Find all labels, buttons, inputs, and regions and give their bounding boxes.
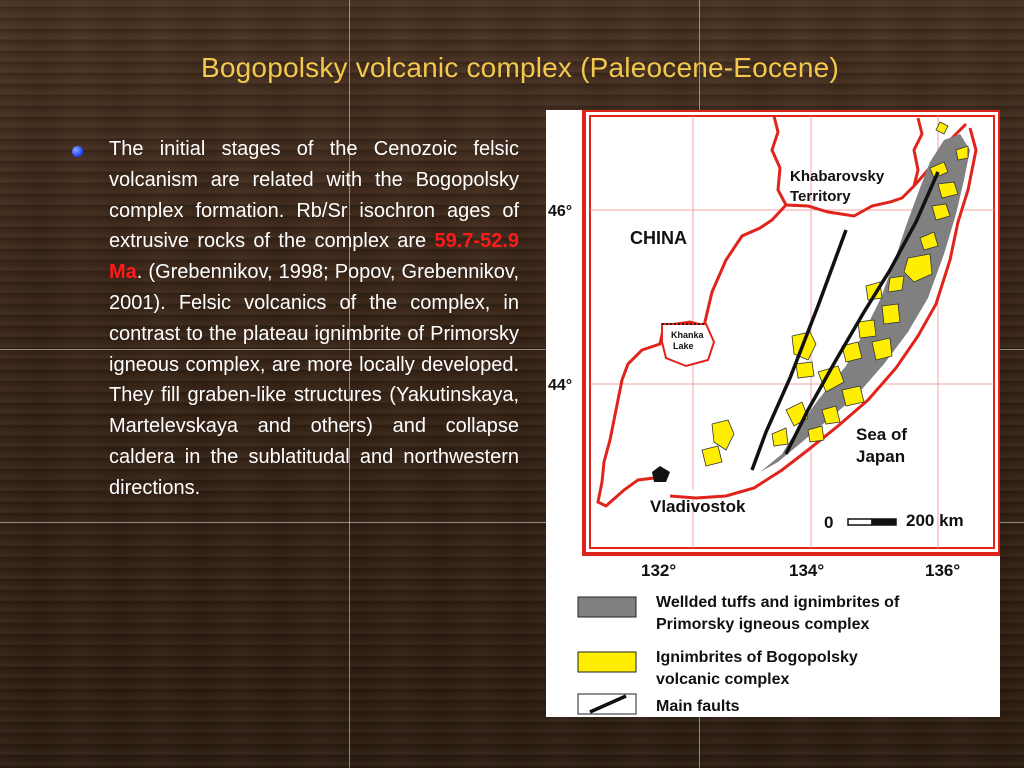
paragraph-text-start: The initial stages of the Cenozoic felsic volcanism are related with the Bogopolsky complex formation. Rb/Sr isochron ages of extrusive rocks of the complex are <box>109 138 519 253</box>
body-text <box>72 134 519 504</box>
legend-swatch-ignimbrites <box>578 652 636 672</box>
khabarovsky-label-2: Territory <box>790 188 851 205</box>
scale-zero-label: 0 <box>824 513 834 532</box>
scale-bar-black <box>872 519 896 525</box>
lon-132-label: 132° <box>641 561 677 580</box>
lat-46-label: 46° <box>548 203 573 220</box>
legend-item2-line1: Ignimbrites of Bogopolsky <box>656 649 858 666</box>
vladivostok-label: Vladivostok <box>650 497 746 516</box>
legend-swatch-tuffs <box>578 597 636 617</box>
map-svg <box>546 110 1000 717</box>
bullet-paragraph <box>109 134 519 504</box>
khanka-label-1: Khanka <box>671 330 704 340</box>
khabarovsky-label-1: Khabarovsky <box>790 168 885 185</box>
lat-44-label: 44° <box>548 377 573 394</box>
china-label: CHINA <box>630 228 687 248</box>
bullet-icon <box>72 146 83 157</box>
legend-item1-line1: Wellded tuffs and ignimbrites of <box>656 594 900 611</box>
sea-label-1: Sea of <box>856 425 908 444</box>
age-highlight: 59.7-52.9 Ma <box>109 230 519 284</box>
sea-label-2: Japan <box>856 447 906 466</box>
khanka-label-2: Lake <box>673 341 694 351</box>
legend-item1-line2: Primorsky igneous complex <box>656 616 870 633</box>
scale-label: 200 km <box>906 511 964 530</box>
legend-item3-line1: Main faults <box>656 698 740 715</box>
legend-item2-line2: volcanic complex <box>656 671 790 688</box>
lon-136-label: 136° <box>925 561 961 580</box>
lon-134-label: 134° <box>789 561 825 580</box>
paragraph-text-end: . (Grebennikov, 1998; Popov, Grebennikov, 2001). Felsic volcanics of the complex, in contrast to the plateau ignimbrite of Primorsky igneous complex, are more locally developed. They fill graben-like structures (Yakutinskaya, Martelevskaya and others) and collapse caldera in the sublatitudal and northwestern directions. <box>109 261 519 499</box>
slide-title: Bogopolsky volcanic complex (Paleocene-Eocene) <box>201 52 839 83</box>
map-figure <box>546 110 1000 717</box>
scale-bar-white <box>848 519 872 525</box>
